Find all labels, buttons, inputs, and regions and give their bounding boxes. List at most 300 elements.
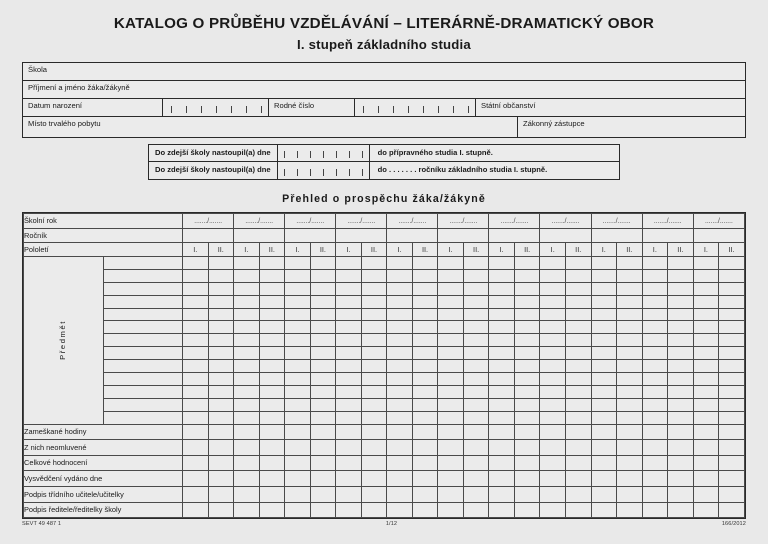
cell-znamka[interactable] bbox=[336, 347, 362, 360]
cell-summary[interactable] bbox=[285, 440, 311, 456]
cell-znamka[interactable] bbox=[489, 360, 515, 373]
cell-summary[interactable] bbox=[719, 486, 745, 502]
cell-summary[interactable] bbox=[642, 440, 668, 456]
cell-znamka[interactable] bbox=[693, 411, 719, 424]
cell-predmet-name[interactable] bbox=[103, 295, 183, 308]
cell-znamka[interactable] bbox=[463, 398, 489, 411]
cell-znamka[interactable] bbox=[514, 295, 540, 308]
cell-znamka[interactable] bbox=[540, 360, 566, 373]
cell-znamka[interactable] bbox=[183, 334, 209, 347]
date-digit-box[interactable] bbox=[278, 162, 291, 179]
cell-znamka[interactable] bbox=[540, 269, 566, 282]
cell-znamka[interactable] bbox=[361, 411, 387, 424]
cell-predmet-name[interactable] bbox=[103, 373, 183, 386]
cell-znamka[interactable] bbox=[693, 347, 719, 360]
cell-znamka[interactable] bbox=[336, 398, 362, 411]
cell-znamka[interactable] bbox=[591, 257, 617, 270]
date-digit-box[interactable] bbox=[304, 145, 317, 161]
cell-znamka[interactable] bbox=[591, 334, 617, 347]
cell-znamka[interactable] bbox=[617, 308, 643, 321]
cell-summary[interactable] bbox=[234, 455, 260, 471]
cell-znamka[interactable] bbox=[540, 347, 566, 360]
date-digit-box[interactable] bbox=[278, 145, 291, 161]
cell-summary[interactable] bbox=[361, 471, 387, 487]
cell-summary[interactable] bbox=[361, 502, 387, 518]
date-digit-box[interactable] bbox=[460, 99, 475, 116]
cell-znamka[interactable] bbox=[463, 282, 489, 295]
cell-znamka[interactable] bbox=[310, 373, 336, 386]
cell-summary[interactable] bbox=[540, 424, 566, 440]
cell-znamka[interactable] bbox=[514, 308, 540, 321]
cell-znamka[interactable] bbox=[489, 373, 515, 386]
cell-znamka[interactable] bbox=[208, 257, 234, 270]
cell-summary[interactable] bbox=[489, 455, 515, 471]
cell-summary[interactable] bbox=[591, 471, 617, 487]
cell-znamka[interactable] bbox=[387, 321, 413, 334]
cell-znamka[interactable] bbox=[412, 373, 438, 386]
cell-summary[interactable] bbox=[259, 502, 285, 518]
cell-summary[interactable] bbox=[489, 502, 515, 518]
cell-znamka[interactable] bbox=[463, 321, 489, 334]
cell-summary[interactable] bbox=[208, 486, 234, 502]
cell-znamka[interactable] bbox=[617, 347, 643, 360]
cell-znamka[interactable] bbox=[565, 295, 591, 308]
cell-znamka[interactable] bbox=[719, 269, 745, 282]
cell-summary[interactable] bbox=[463, 424, 489, 440]
cell-summary[interactable] bbox=[361, 486, 387, 502]
cell-znamka[interactable] bbox=[387, 411, 413, 424]
cell-znamka[interactable] bbox=[591, 321, 617, 334]
cell-znamka[interactable] bbox=[361, 385, 387, 398]
cell-znamka[interactable] bbox=[387, 385, 413, 398]
cell-znamka[interactable] bbox=[336, 321, 362, 334]
cell-summary[interactable] bbox=[387, 424, 413, 440]
cell-znamka[interactable] bbox=[719, 411, 745, 424]
date-digit-box[interactable] bbox=[370, 99, 385, 116]
cell-znamka[interactable] bbox=[489, 411, 515, 424]
cell-znamka[interactable] bbox=[642, 308, 668, 321]
cell-znamka[interactable] bbox=[387, 360, 413, 373]
rodne-cislo-boxes[interactable] bbox=[354, 99, 475, 116]
cell-summary[interactable] bbox=[514, 424, 540, 440]
date-digit-box[interactable] bbox=[193, 99, 208, 116]
cell-rocnik[interactable] bbox=[489, 229, 540, 243]
cell-summary[interactable] bbox=[208, 471, 234, 487]
cell-znamka[interactable] bbox=[617, 398, 643, 411]
cell-summary[interactable] bbox=[565, 424, 591, 440]
cell-znamka[interactable] bbox=[183, 321, 209, 334]
cell-znamka[interactable] bbox=[183, 373, 209, 386]
cell-summary[interactable] bbox=[463, 486, 489, 502]
cell-znamka[interactable] bbox=[234, 269, 260, 282]
date-digit-box[interactable] bbox=[253, 99, 268, 116]
cell-znamka[interactable] bbox=[668, 321, 694, 334]
cell-summary[interactable] bbox=[183, 455, 209, 471]
cell-summary[interactable] bbox=[336, 486, 362, 502]
cell-summary[interactable] bbox=[361, 424, 387, 440]
cell-znamka[interactable] bbox=[285, 398, 311, 411]
cell-znamka[interactable] bbox=[310, 398, 336, 411]
cell-summary[interactable] bbox=[438, 486, 464, 502]
cell-summary[interactable] bbox=[234, 502, 260, 518]
cell-znamka[interactable] bbox=[540, 385, 566, 398]
cell-znamka[interactable] bbox=[310, 385, 336, 398]
cell-znamka[interactable] bbox=[668, 411, 694, 424]
cell-summary[interactable] bbox=[387, 486, 413, 502]
cell-znamka[interactable] bbox=[259, 347, 285, 360]
cell-summary[interactable] bbox=[208, 440, 234, 456]
cell-summary[interactable] bbox=[617, 502, 643, 518]
cell-znamka[interactable] bbox=[259, 385, 285, 398]
cell-znamka[interactable] bbox=[719, 295, 745, 308]
cell-summary[interactable] bbox=[668, 486, 694, 502]
cell-skolni-rok[interactable]: ......./....... bbox=[387, 214, 438, 229]
cell-znamka[interactable] bbox=[463, 385, 489, 398]
cell-znamka[interactable] bbox=[183, 398, 209, 411]
cell-znamka[interactable] bbox=[412, 257, 438, 270]
date-digit-box[interactable] bbox=[430, 99, 445, 116]
cell-summary[interactable] bbox=[642, 502, 668, 518]
cell-znamka[interactable] bbox=[234, 334, 260, 347]
cell-znamka[interactable] bbox=[463, 334, 489, 347]
cell-summary[interactable] bbox=[412, 502, 438, 518]
cell-znamka[interactable] bbox=[514, 282, 540, 295]
cell-predmet-name[interactable] bbox=[103, 411, 183, 424]
cell-znamka[interactable] bbox=[259, 360, 285, 373]
cell-znamka[interactable] bbox=[361, 373, 387, 386]
cell-znamka[interactable] bbox=[438, 373, 464, 386]
date-digit-box[interactable] bbox=[317, 145, 330, 161]
cell-summary[interactable] bbox=[336, 424, 362, 440]
cell-summary[interactable] bbox=[387, 471, 413, 487]
cell-znamka[interactable] bbox=[259, 398, 285, 411]
cell-znamka[interactable] bbox=[438, 295, 464, 308]
date-digit-box[interactable] bbox=[343, 162, 356, 179]
cell-skolni-rok[interactable]: ......./....... bbox=[591, 214, 642, 229]
cell-summary[interactable] bbox=[438, 440, 464, 456]
cell-znamka[interactable] bbox=[540, 321, 566, 334]
cell-predmet-name[interactable] bbox=[103, 308, 183, 321]
cell-znamka[interactable] bbox=[412, 411, 438, 424]
datum-narozeni-boxes[interactable] bbox=[162, 99, 268, 116]
cell-znamka[interactable] bbox=[310, 282, 336, 295]
cell-znamka[interactable] bbox=[693, 269, 719, 282]
cell-znamka[interactable] bbox=[565, 398, 591, 411]
cell-znamka[interactable] bbox=[693, 398, 719, 411]
cell-znamka[interactable] bbox=[591, 373, 617, 386]
cell-znamka[interactable] bbox=[565, 385, 591, 398]
cell-znamka[interactable] bbox=[438, 257, 464, 270]
cell-znamka[interactable] bbox=[668, 269, 694, 282]
cell-summary[interactable] bbox=[183, 440, 209, 456]
cell-znamka[interactable] bbox=[719, 282, 745, 295]
date-digit-box[interactable] bbox=[343, 145, 356, 161]
cell-znamka[interactable] bbox=[208, 321, 234, 334]
cell-summary[interactable] bbox=[412, 440, 438, 456]
cell-znamka[interactable] bbox=[438, 347, 464, 360]
cell-znamka[interactable] bbox=[591, 398, 617, 411]
cell-znamka[interactable] bbox=[285, 308, 311, 321]
cell-summary[interactable] bbox=[183, 502, 209, 518]
cell-znamka[interactable] bbox=[668, 282, 694, 295]
cell-summary[interactable] bbox=[489, 486, 515, 502]
cell-summary[interactable] bbox=[387, 455, 413, 471]
cell-summary[interactable] bbox=[463, 471, 489, 487]
cell-znamka[interactable] bbox=[387, 282, 413, 295]
entry-date-boxes[interactable] bbox=[277, 145, 369, 161]
cell-summary[interactable] bbox=[719, 471, 745, 487]
cell-znamka[interactable] bbox=[514, 398, 540, 411]
cell-znamka[interactable] bbox=[591, 411, 617, 424]
cell-znamka[interactable] bbox=[336, 385, 362, 398]
cell-znamka[interactable] bbox=[642, 269, 668, 282]
cell-znamka[interactable] bbox=[693, 321, 719, 334]
cell-znamka[interactable] bbox=[514, 334, 540, 347]
cell-znamka[interactable] bbox=[642, 411, 668, 424]
cell-summary[interactable] bbox=[565, 455, 591, 471]
cell-znamka[interactable] bbox=[719, 373, 745, 386]
cell-znamka[interactable] bbox=[514, 385, 540, 398]
cell-znamka[interactable] bbox=[361, 308, 387, 321]
cell-znamka[interactable] bbox=[489, 308, 515, 321]
cell-summary[interactable] bbox=[668, 424, 694, 440]
cell-summary[interactable] bbox=[693, 440, 719, 456]
cell-znamka[interactable] bbox=[183, 347, 209, 360]
cell-znamka[interactable] bbox=[565, 411, 591, 424]
cell-znamka[interactable] bbox=[565, 334, 591, 347]
cell-znamka[interactable] bbox=[285, 385, 311, 398]
cell-znamka[interactable] bbox=[617, 385, 643, 398]
cell-znamka[interactable] bbox=[693, 373, 719, 386]
cell-znamka[interactable] bbox=[183, 257, 209, 270]
cell-znamka[interactable] bbox=[208, 295, 234, 308]
cell-znamka[interactable] bbox=[642, 295, 668, 308]
cell-rocnik[interactable] bbox=[387, 229, 438, 243]
cell-summary[interactable] bbox=[668, 440, 694, 456]
cell-znamka[interactable] bbox=[259, 257, 285, 270]
cell-summary[interactable] bbox=[285, 471, 311, 487]
cell-summary[interactable] bbox=[234, 471, 260, 487]
cell-znamka[interactable] bbox=[259, 282, 285, 295]
cell-summary[interactable] bbox=[514, 502, 540, 518]
cell-summary[interactable] bbox=[438, 502, 464, 518]
cell-summary[interactable] bbox=[310, 471, 336, 487]
cell-znamka[interactable] bbox=[463, 257, 489, 270]
cell-summary[interactable] bbox=[565, 471, 591, 487]
cell-znamka[interactable] bbox=[668, 308, 694, 321]
cell-znamka[interactable] bbox=[591, 295, 617, 308]
cell-summary[interactable] bbox=[642, 424, 668, 440]
cell-znamka[interactable] bbox=[719, 308, 745, 321]
cell-znamka[interactable] bbox=[489, 385, 515, 398]
cell-summary[interactable] bbox=[693, 486, 719, 502]
cell-znamka[interactable] bbox=[642, 347, 668, 360]
cell-znamka[interactable] bbox=[591, 360, 617, 373]
cell-summary[interactable] bbox=[463, 440, 489, 456]
cell-rocnik[interactable] bbox=[336, 229, 387, 243]
cell-znamka[interactable] bbox=[489, 347, 515, 360]
cell-znamka[interactable] bbox=[285, 321, 311, 334]
date-digit-box[interactable] bbox=[163, 99, 178, 116]
cell-znamka[interactable] bbox=[642, 360, 668, 373]
cell-znamka[interactable] bbox=[565, 321, 591, 334]
cell-znamka[interactable] bbox=[565, 360, 591, 373]
cell-znamka[interactable] bbox=[387, 398, 413, 411]
cell-znamka[interactable] bbox=[463, 269, 489, 282]
cell-summary[interactable] bbox=[310, 486, 336, 502]
cell-znamka[interactable] bbox=[489, 321, 515, 334]
cell-znamka[interactable] bbox=[285, 295, 311, 308]
cell-znamka[interactable] bbox=[208, 398, 234, 411]
cell-znamka[interactable] bbox=[208, 411, 234, 424]
cell-znamka[interactable] bbox=[719, 360, 745, 373]
cell-znamka[interactable] bbox=[208, 282, 234, 295]
cell-summary[interactable] bbox=[514, 486, 540, 502]
cell-summary[interactable] bbox=[412, 455, 438, 471]
cell-skolni-rok[interactable]: ......./....... bbox=[285, 214, 336, 229]
cell-summary[interactable] bbox=[540, 471, 566, 487]
cell-znamka[interactable] bbox=[387, 295, 413, 308]
date-digit-box[interactable] bbox=[238, 99, 253, 116]
cell-znamka[interactable] bbox=[412, 347, 438, 360]
cell-summary[interactable] bbox=[183, 471, 209, 487]
cell-summary[interactable] bbox=[463, 455, 489, 471]
cell-summary[interactable] bbox=[591, 486, 617, 502]
cell-znamka[interactable] bbox=[208, 385, 234, 398]
cell-znamka[interactable] bbox=[361, 295, 387, 308]
cell-summary[interactable] bbox=[234, 486, 260, 502]
cell-summary[interactable] bbox=[208, 455, 234, 471]
cell-skolni-rok[interactable]: ......./....... bbox=[642, 214, 693, 229]
cell-znamka[interactable] bbox=[514, 360, 540, 373]
cell-summary[interactable] bbox=[668, 471, 694, 487]
cell-znamka[interactable] bbox=[565, 257, 591, 270]
cell-znamka[interactable] bbox=[183, 295, 209, 308]
cell-summary[interactable] bbox=[438, 455, 464, 471]
cell-summary[interactable] bbox=[234, 440, 260, 456]
cell-znamka[interactable] bbox=[642, 385, 668, 398]
date-digit-box[interactable] bbox=[355, 99, 370, 116]
cell-summary[interactable] bbox=[591, 502, 617, 518]
cell-summary[interactable] bbox=[719, 502, 745, 518]
cell-summary[interactable] bbox=[617, 440, 643, 456]
cell-rocnik[interactable] bbox=[234, 229, 285, 243]
cell-summary[interactable] bbox=[719, 455, 745, 471]
cell-znamka[interactable] bbox=[514, 411, 540, 424]
cell-summary[interactable] bbox=[591, 455, 617, 471]
cell-znamka[interactable] bbox=[412, 385, 438, 398]
cell-znamka[interactable] bbox=[234, 347, 260, 360]
date-digit-box[interactable] bbox=[385, 99, 400, 116]
cell-znamka[interactable] bbox=[719, 334, 745, 347]
date-digit-box[interactable] bbox=[304, 162, 317, 179]
cell-znamka[interactable] bbox=[642, 373, 668, 386]
cell-znamka[interactable] bbox=[310, 321, 336, 334]
cell-znamka[interactable] bbox=[336, 282, 362, 295]
cell-znamka[interactable] bbox=[208, 360, 234, 373]
cell-summary[interactable] bbox=[285, 424, 311, 440]
cell-znamka[interactable] bbox=[183, 411, 209, 424]
cell-summary[interactable] bbox=[438, 471, 464, 487]
cell-predmet-name[interactable] bbox=[103, 282, 183, 295]
cell-znamka[interactable] bbox=[234, 257, 260, 270]
cell-summary[interactable] bbox=[336, 471, 362, 487]
cell-summary[interactable] bbox=[489, 424, 515, 440]
cell-znamka[interactable] bbox=[693, 385, 719, 398]
cell-summary[interactable] bbox=[387, 502, 413, 518]
cell-znamka[interactable] bbox=[540, 282, 566, 295]
cell-predmet-name[interactable] bbox=[103, 385, 183, 398]
cell-znamka[interactable] bbox=[617, 321, 643, 334]
cell-znamka[interactable] bbox=[565, 347, 591, 360]
cell-znamka[interactable] bbox=[234, 411, 260, 424]
cell-summary[interactable] bbox=[361, 455, 387, 471]
cell-summary[interactable] bbox=[336, 502, 362, 518]
cell-znamka[interactable] bbox=[361, 334, 387, 347]
cell-znamka[interactable] bbox=[285, 360, 311, 373]
cell-znamka[interactable] bbox=[693, 282, 719, 295]
cell-znamka[interactable] bbox=[234, 398, 260, 411]
cell-rocnik[interactable] bbox=[285, 229, 336, 243]
cell-znamka[interactable] bbox=[438, 411, 464, 424]
cell-znamka[interactable] bbox=[259, 411, 285, 424]
cell-summary[interactable] bbox=[463, 502, 489, 518]
cell-znamka[interactable] bbox=[463, 308, 489, 321]
cell-znamka[interactable] bbox=[591, 308, 617, 321]
cell-znamka[interactable] bbox=[617, 295, 643, 308]
cell-znamka[interactable] bbox=[565, 282, 591, 295]
cell-summary[interactable] bbox=[540, 486, 566, 502]
cell-znamka[interactable] bbox=[617, 373, 643, 386]
cell-znamka[interactable] bbox=[668, 334, 694, 347]
cell-znamka[interactable] bbox=[412, 398, 438, 411]
cell-summary[interactable] bbox=[208, 502, 234, 518]
cell-znamka[interactable] bbox=[336, 373, 362, 386]
cell-znamka[interactable] bbox=[489, 398, 515, 411]
cell-summary[interactable] bbox=[514, 440, 540, 456]
cell-znamka[interactable] bbox=[361, 257, 387, 270]
cell-summary[interactable] bbox=[642, 455, 668, 471]
cell-znamka[interactable] bbox=[463, 347, 489, 360]
cell-rocnik[interactable] bbox=[183, 229, 234, 243]
cell-rocnik[interactable] bbox=[642, 229, 693, 243]
cell-summary[interactable] bbox=[719, 424, 745, 440]
cell-znamka[interactable] bbox=[259, 321, 285, 334]
date-digit-box[interactable] bbox=[178, 99, 193, 116]
cell-skolni-rok[interactable]: ......./....... bbox=[540, 214, 591, 229]
cell-predmet-name[interactable] bbox=[103, 321, 183, 334]
cell-znamka[interactable] bbox=[514, 373, 540, 386]
cell-znamka[interactable] bbox=[642, 321, 668, 334]
cell-znamka[interactable] bbox=[719, 398, 745, 411]
cell-summary[interactable] bbox=[361, 440, 387, 456]
cell-summary[interactable] bbox=[591, 424, 617, 440]
cell-znamka[interactable] bbox=[361, 269, 387, 282]
cell-znamka[interactable] bbox=[438, 398, 464, 411]
date-digit-box[interactable] bbox=[356, 162, 369, 179]
cell-rocnik[interactable] bbox=[693, 229, 744, 243]
cell-summary[interactable] bbox=[259, 440, 285, 456]
cell-summary[interactable] bbox=[489, 471, 515, 487]
cell-znamka[interactable] bbox=[259, 269, 285, 282]
cell-znamka[interactable] bbox=[642, 398, 668, 411]
cell-rocnik[interactable] bbox=[591, 229, 642, 243]
cell-znamka[interactable] bbox=[617, 411, 643, 424]
cell-znamka[interactable] bbox=[208, 269, 234, 282]
cell-znamka[interactable] bbox=[693, 334, 719, 347]
cell-summary[interactable] bbox=[617, 424, 643, 440]
cell-znamka[interactable] bbox=[234, 360, 260, 373]
